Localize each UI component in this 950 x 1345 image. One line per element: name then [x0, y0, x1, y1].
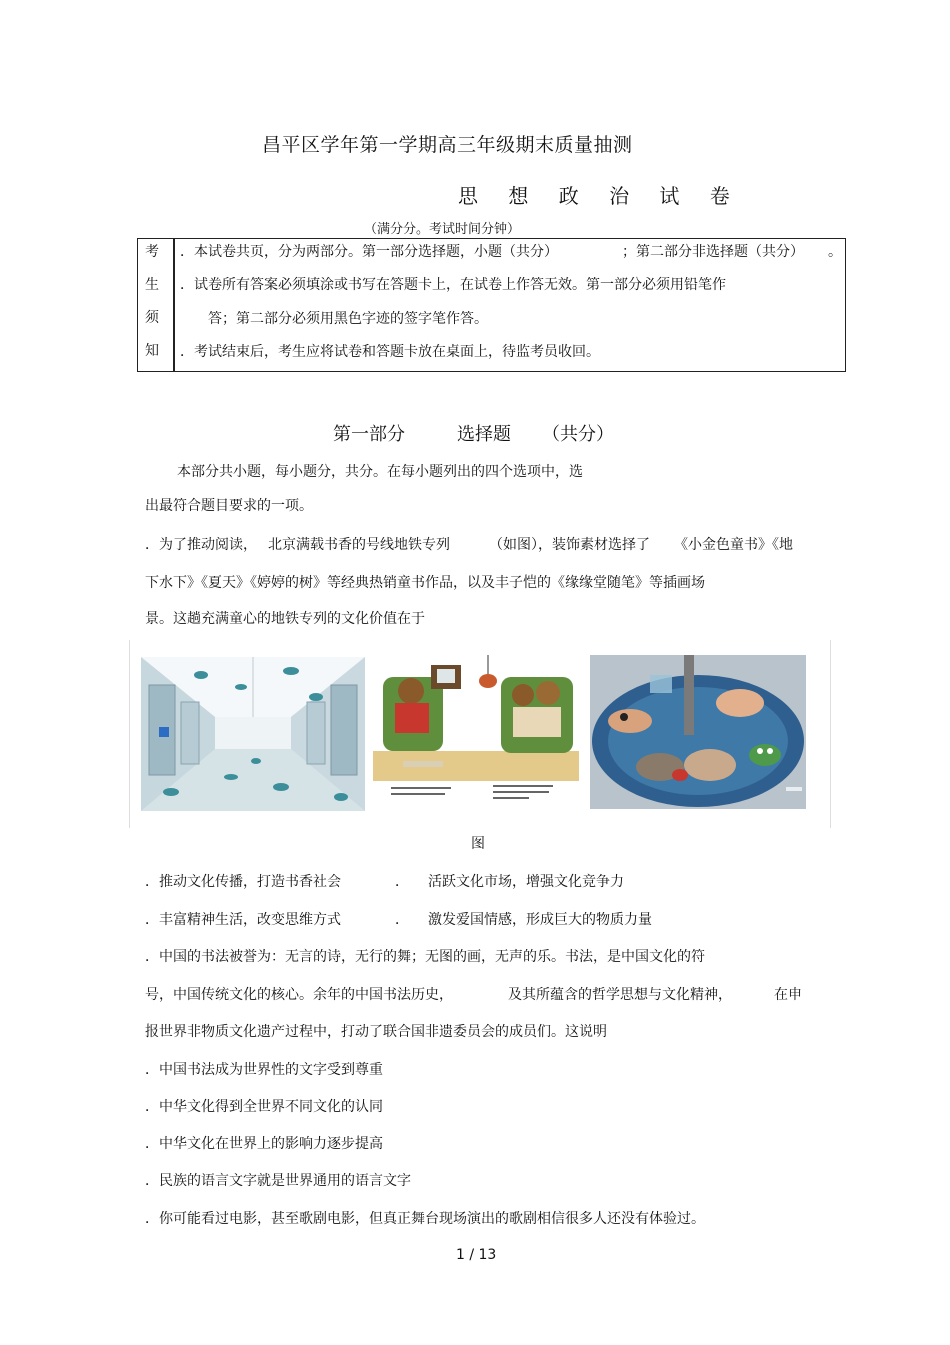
part1-intro-1: 本部分共小题，每小题分，共分。在每小题列出的四个选项中，选	[177, 464, 583, 480]
q2-option-c: ．中华文化在世界上的影响力逐步提高	[145, 1136, 383, 1152]
notice-label-1: 考	[145, 244, 159, 260]
q1-option-b: 活跃文化市场，增强文化竞争力	[428, 874, 624, 890]
exam-note: （满分分。考试时间分钟）	[364, 222, 521, 237]
part1-heading-a: 第一部分	[333, 424, 405, 445]
q2-option-b: ．中华文化得到全世界不同文化的认同	[145, 1099, 383, 1115]
q1-stem-3: 景。这趟充满童心的地铁专列的文化价值在于	[145, 611, 425, 627]
notice-line-1a: ．本试卷共页，分为两部分。第一部分选择题，小题（共分）	[180, 244, 558, 260]
q1-stem-2: 下水下》《夏天》《婷婷的树》等经典热销童书作品，以及丰子恺的《缘缘堂随笔》等插画场	[145, 575, 705, 591]
notice-line-1b: ；第二部分非选择题（共分）	[622, 244, 804, 260]
cartoon-water-photo	[590, 655, 806, 809]
q1-option-c: ．丰富精神生活，改变思维方式	[145, 912, 341, 928]
q2-stem-3: 报世界非物质文化遗产过程中，打动了联合国非遗委员会的成员们。这说明	[145, 1024, 607, 1040]
notice-label-4: 知	[145, 343, 159, 359]
notice-line-2: ．试卷所有答案必须填涂或书写在答题卡上，在试卷上作答无效。第一部分必须用铅笔作	[180, 277, 726, 293]
figure-edge-right	[830, 640, 831, 828]
q1-option-d-marker: ．	[395, 912, 409, 928]
exam-title: 昌平区学年第一学期高三年级期末质量抽测	[262, 134, 633, 156]
figure-edge-left	[129, 640, 130, 828]
notice-line-1c: 。	[828, 244, 842, 260]
q2-option-a: ．中国书法成为世界性的文字受到尊重	[145, 1062, 383, 1078]
q1-option-d: 激发爱国情感，形成巨大的物质力量	[428, 912, 652, 928]
page-number: 1 / 13	[456, 1247, 497, 1263]
q2-stem-2c: 在申	[774, 987, 802, 1003]
subway-interior-photo	[141, 657, 365, 811]
q2-stem-2b: 及其所蕴含的哲学思想与文化精神，	[508, 987, 732, 1003]
q1-option-a: ．推动文化传播，打造书香社会	[145, 874, 341, 890]
notice-label-2: 生	[145, 277, 159, 293]
part1-heading-c: （共分）	[542, 424, 614, 445]
notice-label-3: 须	[145, 310, 159, 326]
figure-caption: 图	[471, 836, 485, 852]
part1-intro-2: 出最符合题目要求的一项。	[145, 498, 313, 514]
bear-illustration-photo	[373, 655, 579, 809]
q2-option-d: ．民族的语言文字就是世界通用的语言文字	[145, 1173, 411, 1189]
q1-stem-1a: ．为了推动阅读，	[145, 537, 257, 553]
q1-stem-1d: 《小金色童书》《地	[674, 537, 793, 553]
notice-divider	[173, 239, 175, 371]
exam-subtitle: 思 想 政 治 试 卷	[458, 184, 742, 208]
notice-line-3: 答；第二部分必须用黑色字迹的签字笔作答。	[208, 311, 488, 327]
q1-stem-1b: 北京满载书香的号线地铁专列	[268, 537, 450, 553]
q3-stem-1: ．你可能看过电影，甚至歌剧电影，但真正舞台现场演出的歌剧相信很多人还没有体验过。	[145, 1211, 705, 1227]
part1-heading-b: 选择题	[457, 424, 511, 445]
q1-option-b-marker: ．	[395, 874, 409, 890]
notice-line-4: ．考试结束后，考生应将试卷和答题卡放在桌面上，待监考员收回。	[180, 344, 600, 360]
q2-stem-1: ．中国的书法被誉为：无言的诗，无行的舞；无图的画，无声的乐。书法，是中国文化的符	[145, 949, 705, 965]
q1-stem-1c: （如图），装饰素材选择了	[489, 537, 650, 553]
q2-stem-2a: 号，中国传统文化的核心。余年的中国书法历史，	[145, 987, 453, 1003]
